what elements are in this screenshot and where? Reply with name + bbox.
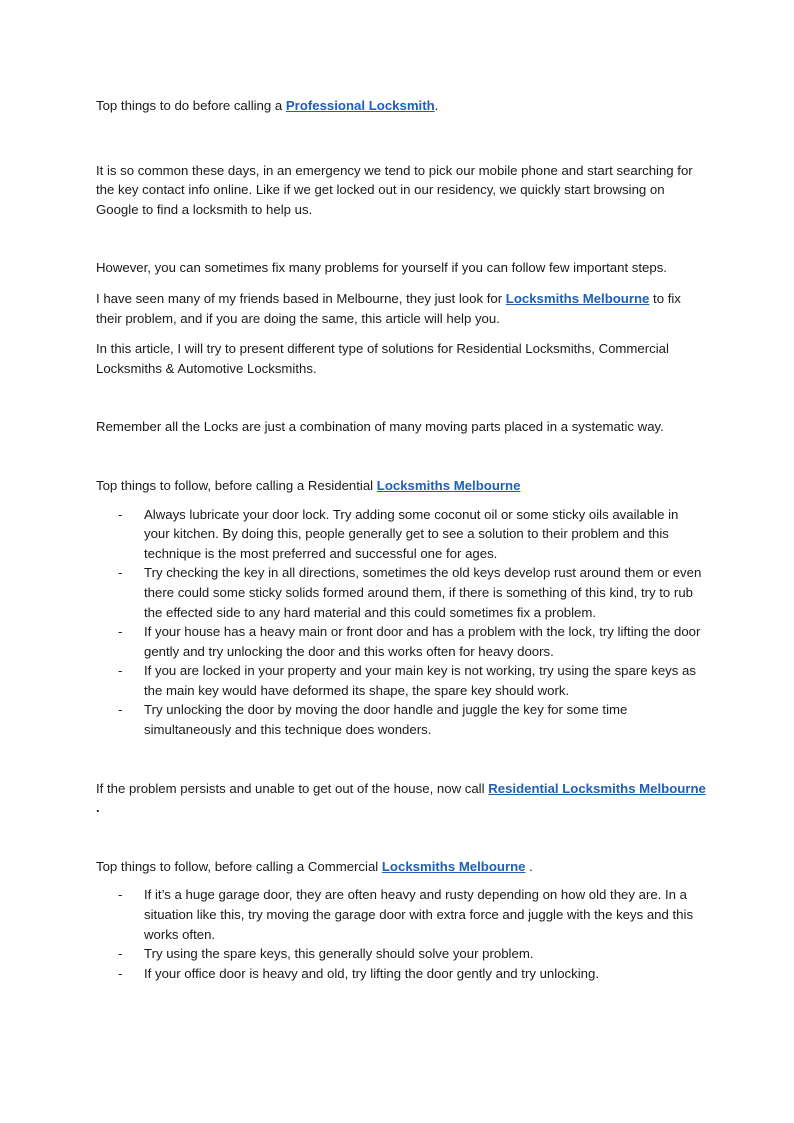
- list-item-text: Try using the spare keys, this generally should solve your problem.: [144, 946, 534, 962]
- bullet-dash: -: [118, 506, 123, 522]
- residential-locksmiths-melbourne-link[interactable]: Locksmiths Melbourne: [376, 477, 521, 493]
- bullet-dash: -: [118, 887, 123, 903]
- list-item-text: If your office door is heavy and old, try lifting the door gently and try unlocking.: [144, 965, 599, 981]
- friends-text: I have seen many of my friends based in Melbourne, they just look for: [96, 290, 506, 306]
- list-item-text: If you are locked in your property and your main key is not working, try using the spare keys as the main key would have deformed its shape, the spare key should work.: [144, 663, 696, 698]
- list-item-text: If it’s a huge garage door, they are often heavy and rusty depending on how old they are. In a situation like this, try moving the garage door with extra force and juggle with the keys and this works often.: [144, 887, 694, 942]
- list-item-text: Try unlocking the door by moving the door handle and juggle the key for some time simultaneously and this technique does wonders.: [144, 702, 628, 738]
- bullet-dash: -: [118, 702, 123, 718]
- intro-tail: .: [434, 98, 439, 113]
- intro-line: [96, 96, 706, 116]
- bullet-dash: -: [118, 965, 123, 981]
- list-item: [96, 661, 706, 700]
- list-item-text: Try checking the key in all directions, sometimes the old keys develop rust around them or even there could some sticky solids formed around them, if there is something of this kind, try to rub the effected side to any hard material and this could sometimes fix a problem.: [144, 565, 702, 620]
- bullet-dash: -: [118, 663, 123, 679]
- bullet-dash: -: [118, 565, 123, 581]
- bullet-dash: -: [118, 624, 123, 640]
- residential-heading: [96, 476, 706, 496]
- commercial-heading: [96, 857, 706, 877]
- list-item: [96, 563, 706, 622]
- paragraph-however: However, you can sometimes fix many problems for yourself if you can follow few important steps.: [96, 260, 667, 276]
- commercial-tips-list: [96, 885, 706, 983]
- paragraph-friends: [96, 289, 706, 328]
- commercial-heading-tail: .: [525, 858, 533, 874]
- professional-locksmith-link[interactable]: Professional Locksmith: [285, 98, 435, 113]
- list-item-text: Always lubricate your door lock. Try adding some coconut oil or some sticky oils available in your kitchen. By doing this, people generally get to see a solution to their problem and this technique is the most preferred and successful one for ages.: [144, 506, 679, 561]
- intro-text: Top things to do before calling a: [96, 98, 286, 113]
- paragraph-remember: Remember all the Locks are just a combination of many moving parts placed in a systematic way.: [96, 419, 664, 435]
- persists-text: If the problem persists and unable to get out of the house, now call: [96, 780, 489, 796]
- list-item: [96, 505, 706, 564]
- list-item-text: If your house has a heavy main or front door and has a problem with the lock, try lifting the door gently and try unlocking the door and this works often for heavy doors.: [144, 624, 701, 659]
- list-item: [96, 885, 706, 944]
- list-item: [96, 964, 706, 984]
- document-page: [96, 96, 706, 983]
- list-item: [96, 944, 706, 964]
- residential-tips-list: [96, 505, 706, 740]
- paragraph-article: In this article, I will try to present different type of solutions for Residential Locksmiths, Commercial Locksmiths & Automotive Locksmiths.: [96, 341, 669, 376]
- persists-paragraph: [96, 779, 706, 818]
- paragraph-common: It is so common these days, in an emergency we tend to pick our mobile phone and start searching for the key contact info online. Like if we get locked out in our residency, we quickly start browsing on Google to find a locksmith to help us.: [96, 162, 693, 217]
- list-item: [96, 622, 706, 661]
- friends-tail: to fix their problem, and if you are doing the same, this article will help you.: [96, 290, 681, 326]
- persists-tail: .: [96, 800, 100, 816]
- commercial-heading-text: Top things to follow, before calling a Commercial: [96, 858, 382, 874]
- residential-locksmiths-link[interactable]: Residential Locksmiths Melbourne: [488, 780, 706, 796]
- bullet-dash: -: [118, 946, 123, 962]
- commercial-locksmiths-melbourne-link[interactable]: Locksmiths Melbourne: [381, 858, 526, 874]
- locksmiths-melbourne-link[interactable]: Locksmiths Melbourne: [505, 290, 650, 306]
- residential-heading-text: Top things to follow, before calling a Residential: [96, 477, 377, 493]
- list-item: [96, 700, 706, 739]
